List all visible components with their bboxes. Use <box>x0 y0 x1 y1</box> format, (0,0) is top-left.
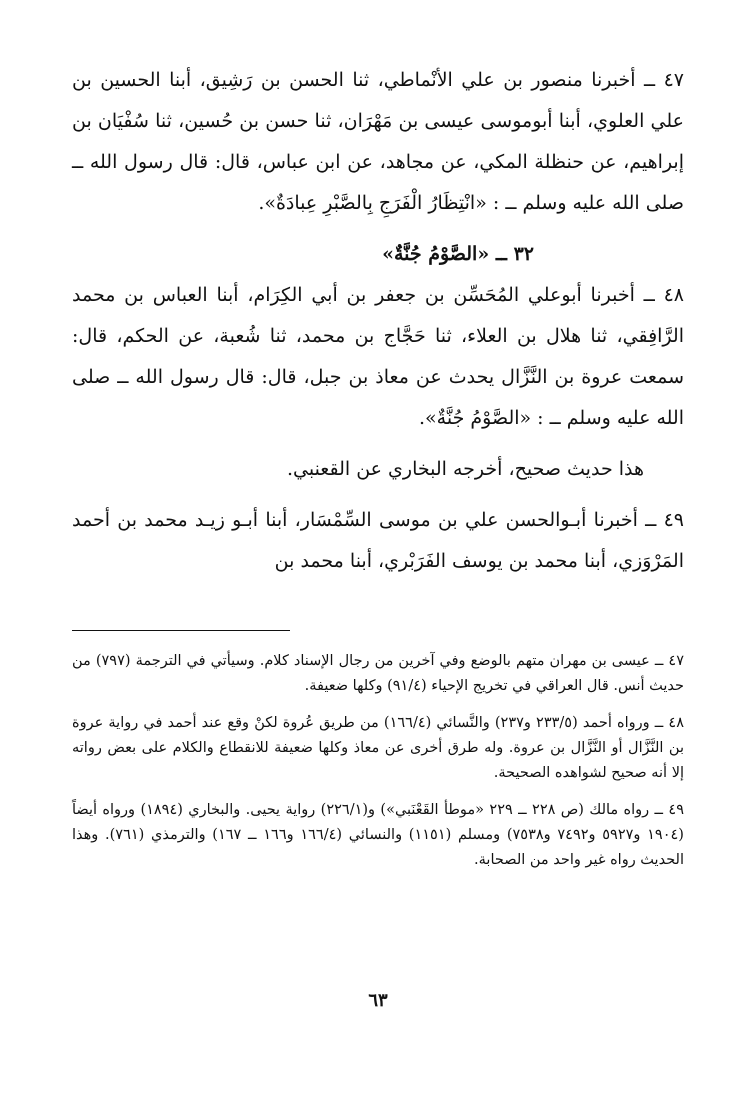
hadith-48-note: هذا حديث صحيح، أخرجه البخاري عن القعنبي. <box>286 458 644 480</box>
book-page <box>72 60 684 1057</box>
footnotes <box>72 649 684 873</box>
footnote-47: ٤٧ ــ عيسى بن مهران متهم بالوضع وفي آخرين من رجال الإسناد كلام. وسيأتي في الترجمة (٧٩٧) من حديث أنس. قال العراقي في تخريج الإحياء (٩١/٤) وكلها ضعيفة. <box>72 653 684 694</box>
hadith-47: ٤٧ ــ أخبرنا منصور بن علي الأنْماطي، ثنا الحسن بن رَشِيق، أبنا الحسين بن علي العلوي، أبنا أبوموسى عيسى بن مَهْرَان، ثنا حسن بن حُسين، ثنا سُفْيَان بن إبراهيم، عن حنظلة المكي، عن مجاهد، عن ابن عباس، قال: قال رسول الله ــ صلى الله عليه وسلم ــ : «انْتِظَارُ الْفَرَجِ بِالصَّبْرِ عِبادَةٌ». <box>72 69 684 214</box>
main-text <box>72 60 684 582</box>
hadith-49: ٤٩ ــ أخبرنا أبـوالحسن علي بن موسى السِّمْسَار، أبنا أبـو زيـد محمد بن أحمد المَرْوَزي، أبنا محمد بن يوسف الفَرَبْري، أبنا محمد بن <box>72 509 684 572</box>
chapter-heading: ٣٢ ــ «الصَّوْمُ جُنَّةٌ» <box>382 243 534 265</box>
page-number: ٦٣ <box>368 990 388 1011</box>
footnote-49: ٤٩ ــ رواه مالك (ص ٢٢٨ ــ ٢٢٩ «موطأ القَعْنَبي») و(٢٢٦/١) رواية يحيى. والبخاري (١٨٩٤) ورواه أيضاً (١٩٠٤ و٥٩٢٧ و٧٤٩٢ و٧٥٣٨) ومسلم (١١٥١) والنسائي (١٦٦/٤ و١٦٦ ــ ١٦٧) والترمذي (٧٦١). وهذا الحديث رواه غير واحد من الصحابة. <box>72 802 684 868</box>
footnote-divider <box>72 630 290 631</box>
hadith-48: ٤٨ ــ أخبرنا أبوعلي المُحَسِّن بن جعفر بن أبي الكِرَام، أبنا العباس بن محمد الرَّافِقي، ثنا هلال بن العلاء، ثنا حَجَّاج بن محمد، ثنا شُعبة، عن الحكم، قال: سمعت عروة بن النَّزَّال يحدث عن معاذ بن جبل، قال: قال رسول الله ــ صلى الله عليه وسلم ــ : «الصَّوْمُ جُنَّةٌ». <box>72 284 684 429</box>
footnote-48: ٤٨ ــ ورواه أحمد (٢٣٣/٥ و٢٣٧) والنَّسائي (١٦٦/٤) من طريق عُروة لكنْ وقع عند أحمد في رواية عروة بن النَّزَّال أو النَّزَّال بن عروة. وله طرق أخرى عن معاذ وكلها ضعيفة للانقطاع والكلام على بعض رواته إلا أنه صحيح لشواهده الصحيحة. <box>72 715 684 781</box>
